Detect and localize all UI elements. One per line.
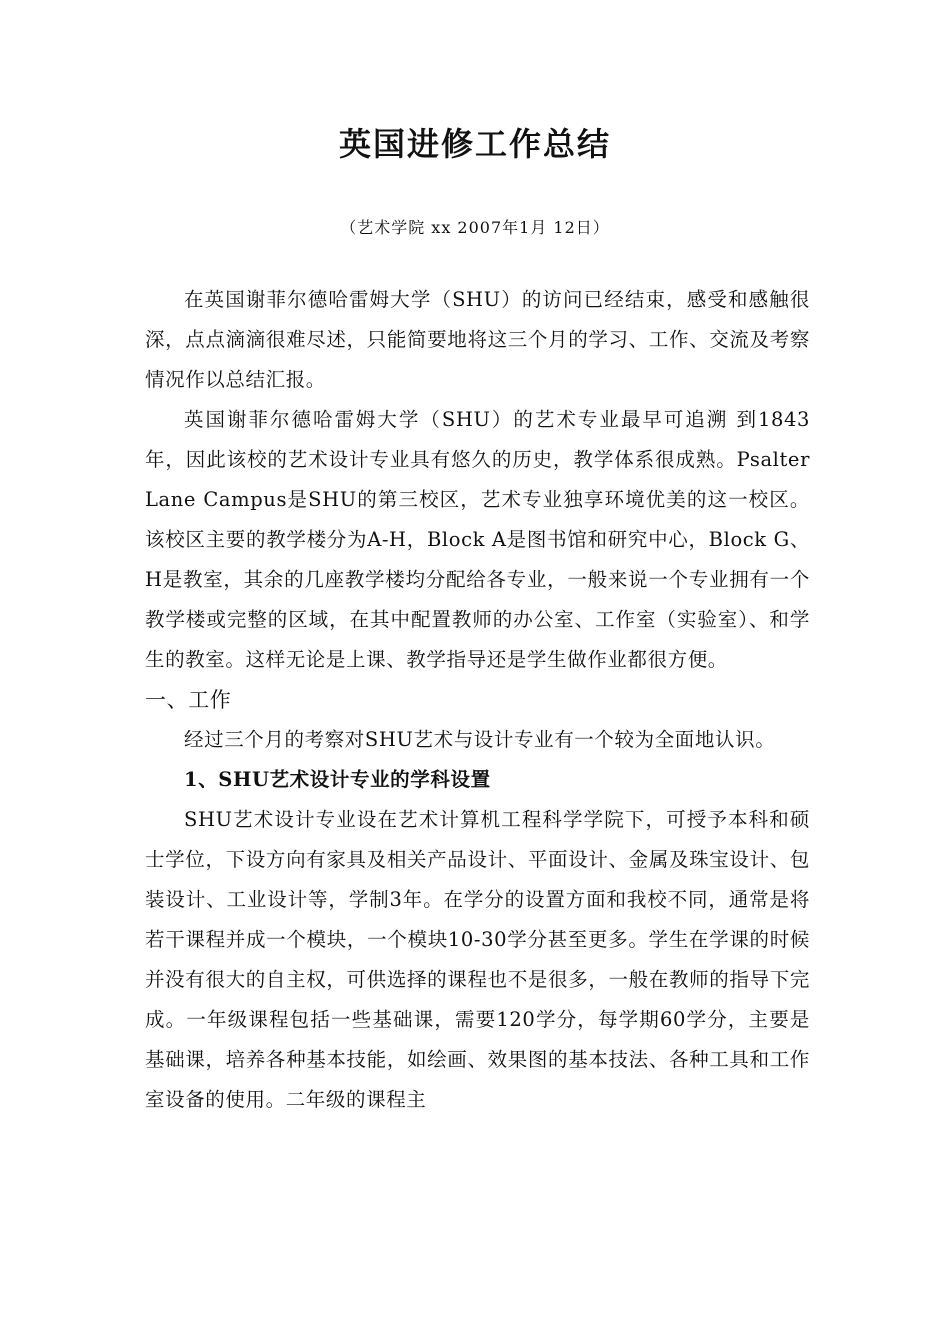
document-title: 英国进修工作总结 bbox=[338, 125, 611, 163]
background-paragraph: 英国谢菲尔德哈雷姆大学（SHU）的艺术专业最早可追溯 到1843年，因此该校的艺术设计专业具有悠久的历史，教学体系很成熟。Psalter Lane Campus是SHU的第三校区，艺术专业独享环境优美的这一校区。该校区主要的教学楼分为A-H，Block A是图书馆和研究中心，Block G、H是教室，其余的几座教学楼均分配给各专业，一般来说一个专业拥有一个教学楼或完整的区域，在其中配置教师的办公室、工作室（实验室）、和学生的教室。这样无论是上课、教学指导还是学生做作业都很方便。 bbox=[145, 408, 810, 671]
subsection-heading-discipline: 1、SHU艺术设计专业的学科设置 bbox=[184, 768, 491, 791]
section-heading-work: 一、工作 bbox=[145, 688, 232, 712]
subsection-discipline-paragraph: SHU艺术设计专业设在艺术计算机工程科学学院下，可授予本科和硕士学位，下设方向有家具及相关产品设计、平面设计、金属及珠宝设计、包装设计、工业设计等，学制3年。在学分的设置方面和我校不同，通常是将若干课程并成一个模块，一个模块10-30学分甚至更多。学生在学课的时候并没有很大的自主权，可供选择的课程也不是很多，一般在教师的指导下完成。一年级课程包括一些基础课，需要120学分，每学期60学分，主要是基础课，培养各种基本技能，如绘画、效果图的基本技法、各种工具和工作室设备的使用。二年级的课程主 bbox=[145, 808, 810, 1111]
intro-paragraph: 在英国谢菲尔德哈雷姆大学（SHU）的访问已经结束，感受和感触很深，点点滴滴很难尽述，只能简要地将这三个月的学习、工作、交流及考察情况作以总结汇报。 bbox=[145, 288, 810, 391]
document-subtitle: （艺术学院 xx 2007年1月 12日） bbox=[340, 218, 610, 237]
document-body bbox=[145, 280, 810, 1120]
section-work-paragraph: 经过三个月的考察对SHU艺术与设计专业有一个较为全面地认识。 bbox=[184, 728, 776, 751]
